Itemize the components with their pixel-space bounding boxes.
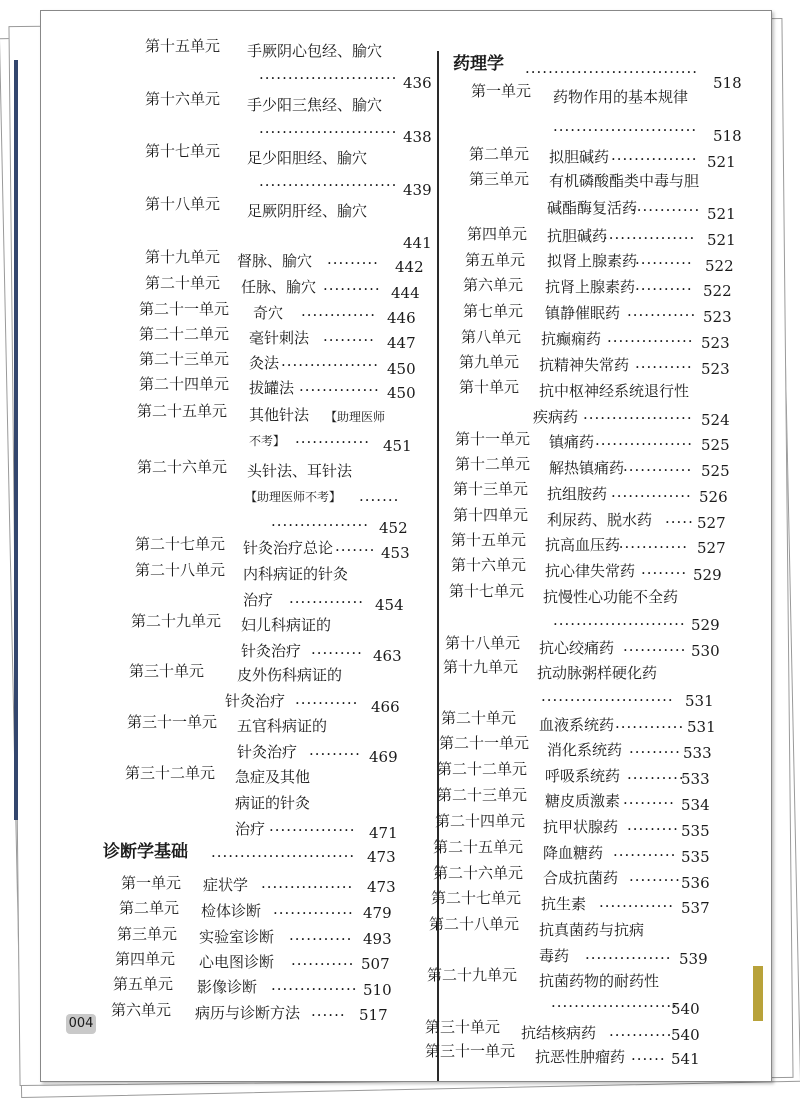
page-ref: 523: [701, 360, 730, 378]
entry-title-cont: 针灸治疗: [241, 642, 302, 660]
leader-dots: ·················: [281, 356, 380, 374]
entry-title: 抗甲状腺药: [543, 818, 619, 836]
page-ref: 541: [671, 1050, 700, 1068]
page-ref: 535: [681, 822, 710, 840]
leader-dots: ························: [259, 69, 398, 87]
entry-title: 药物作用的基本规律: [553, 88, 689, 106]
unit-label: 第二单元: [119, 899, 180, 917]
unit-label: 第十七单元: [145, 142, 221, 160]
unit-label: 第四单元: [467, 225, 528, 243]
leader-dots: ············: [631, 201, 701, 219]
unit-label: 第一单元: [121, 874, 182, 892]
page-ref: 438: [403, 128, 432, 146]
page-ref: 521: [707, 231, 736, 249]
page-ref: 540: [671, 1000, 700, 1018]
page-ref: 473: [367, 878, 396, 896]
page-ref: 493: [363, 930, 392, 948]
unit-label: 第三十一单元: [127, 713, 218, 731]
page-ref: 537: [681, 899, 710, 917]
toc-page: [40, 10, 772, 1082]
page-ref: 446: [387, 309, 416, 327]
leader-dots: ········: [641, 564, 688, 582]
entry-title-cont: 治疗: [235, 820, 266, 838]
section-title: 诊断学基础: [103, 842, 188, 862]
unit-label: 第十四单元: [453, 506, 529, 524]
page-ref: 452: [379, 519, 408, 537]
entry-title: 急症及其他: [235, 768, 311, 786]
page-ref: 525: [701, 436, 730, 454]
entry-title: 内科病证的针灸: [243, 565, 349, 583]
entry-title: 心电图诊断: [199, 953, 275, 971]
entry-title: 头针法、耳针法: [247, 462, 353, 480]
page-ref: 444: [391, 284, 420, 302]
page-ref: 442: [395, 258, 424, 276]
unit-label: 第十七单元: [449, 582, 525, 600]
unit-label: 第二十四单元: [435, 812, 526, 830]
leader-dots: ···················: [583, 409, 693, 427]
page-ref: 479: [363, 904, 392, 922]
unit-label: 第二十八单元: [429, 915, 520, 933]
page-ref: 531: [685, 692, 714, 710]
unit-label: 第二十三单元: [437, 786, 528, 804]
unit-label: 第十八单元: [145, 195, 221, 213]
leader-dots: ···········: [609, 1026, 673, 1044]
entry-title-cont: 治疗: [243, 591, 274, 609]
page-ref: 523: [703, 308, 732, 326]
entry-title: 镇痛药: [549, 433, 595, 451]
entry-title: 针灸治疗总论: [243, 539, 334, 557]
entry-title: 手少阳三焦经、腧穴: [247, 96, 383, 114]
page-ref: 521: [707, 153, 736, 171]
entry-title-cont: 疾病药: [533, 408, 579, 426]
leader-dots: ···············: [585, 949, 672, 967]
entry-title: 足厥阴肝经、腧穴: [247, 202, 368, 220]
leader-dots: ···········: [623, 641, 687, 659]
page-ref: 529: [693, 566, 722, 584]
leader-dots: ··········: [627, 769, 685, 787]
page-ref: 524: [701, 411, 730, 429]
page-ref: 533: [681, 770, 710, 788]
entry-title: 足少阳胆经、腧穴: [247, 149, 368, 167]
leader-dots: ··············: [299, 381, 380, 399]
entry-title: 症状学: [203, 876, 249, 894]
leader-dots: ·········: [629, 743, 681, 761]
leader-dots: ·········: [623, 794, 675, 812]
leader-dots: ··············: [273, 904, 354, 922]
leader-dots: ·················: [595, 435, 694, 453]
page-ref: 441: [403, 234, 432, 252]
entry-title: 有机磷酸酯类中毒与胆: [549, 172, 700, 190]
entry-title: 利尿药、脱水药: [547, 511, 653, 529]
unit-label: 第二十八单元: [135, 561, 226, 579]
entry-title: 其他针法: [249, 406, 310, 424]
leader-dots: ·········: [323, 331, 375, 349]
leader-dots: ·········: [327, 254, 379, 272]
leader-dots: ············: [615, 718, 685, 736]
entry-title: 抗菌药物的耐药性: [539, 972, 660, 990]
leader-dots: ··········: [635, 280, 693, 298]
leader-dots: ·········: [627, 820, 679, 838]
page-ref: 517: [359, 1006, 388, 1024]
unit-label: 第四单元: [115, 950, 176, 968]
leader-dots: ······························: [525, 63, 699, 81]
page-ref: 469: [369, 748, 398, 766]
entry-title: 五官科病证的: [237, 717, 328, 735]
leader-dots: ·······: [359, 491, 399, 509]
leader-dots: ·················: [271, 516, 370, 534]
entry-title-cont: 病证的针灸: [235, 794, 311, 812]
leader-dots: ························: [259, 176, 398, 194]
page-ref: 522: [703, 282, 732, 300]
page-ref: 536: [681, 874, 710, 892]
page-ref: 530: [691, 642, 720, 660]
unit-label: 第五单元: [113, 975, 174, 993]
unit-label: 第二十六单元: [137, 458, 228, 476]
unit-label: 第十五单元: [451, 531, 527, 549]
page-ref: 518: [713, 74, 742, 92]
leader-dots: ·····: [665, 513, 694, 531]
entry-title: 妇儿科病证的: [241, 616, 332, 634]
entry-title: 奇穴: [253, 304, 284, 322]
page-ref: 451: [383, 437, 412, 455]
unit-label: 第二十二单元: [437, 760, 528, 778]
page-ref: 450: [387, 384, 416, 402]
leader-dots: ······················: [551, 997, 678, 1015]
leader-dots: ··············: [611, 487, 692, 505]
unit-label: 第二十单元: [441, 709, 517, 727]
page-number: 004: [66, 1014, 96, 1034]
unit-label: 第十单元: [459, 378, 520, 396]
entry-title: 拔罐法: [249, 379, 295, 397]
unit-label: 第二十二单元: [139, 325, 230, 343]
unit-label: 第二十七单元: [135, 535, 226, 553]
page-ref: 529: [691, 616, 720, 634]
unit-label: 第十六单元: [145, 90, 221, 108]
leader-dots: ························: [259, 123, 398, 141]
leader-dots: ·········: [629, 871, 681, 889]
unit-label: 第六单元: [463, 276, 524, 294]
leader-dots: ···············: [611, 150, 698, 168]
section-title: 药理学: [453, 54, 504, 74]
entry-title: 实验室诊断: [199, 928, 275, 946]
unit-label: 第三十一单元: [425, 1042, 516, 1060]
leader-dots: ·········: [311, 644, 363, 662]
entry-title: 皮外伤科病证的: [237, 666, 343, 684]
unit-label: 第八单元: [461, 328, 522, 346]
entry-title-cont: 毒药: [539, 947, 570, 965]
unit-label: 第十六单元: [451, 556, 527, 574]
book-cover-edge: [14, 60, 18, 820]
entry-note: 【助理医师: [325, 410, 386, 424]
leader-dots: ················: [603, 229, 696, 247]
entry-title: 影像诊断: [197, 978, 258, 996]
entry-title-cont: 不考】: [249, 434, 286, 448]
entry-title: 抗生素: [541, 895, 587, 913]
entry-title: 解热镇痛药: [549, 459, 625, 477]
leader-dots: ·······················: [553, 615, 686, 633]
entry-title: 检体诊断: [201, 902, 262, 920]
leader-dots: ···············: [607, 332, 694, 350]
unit-label: 第十五单元: [145, 37, 221, 55]
leader-dots: ··········: [635, 358, 693, 376]
unit-label: 第七单元: [463, 302, 524, 320]
entry-title: 糖皮质激素: [545, 792, 621, 810]
leader-dots: ·········: [309, 745, 361, 763]
unit-label: 第二十一单元: [439, 734, 530, 752]
page-ref: 454: [375, 596, 404, 614]
page-ref: 540: [671, 1026, 700, 1044]
page-ref: 510: [363, 981, 392, 999]
leader-dots: ······: [631, 1050, 666, 1068]
entry-title: 抗真菌药与抗病: [539, 921, 645, 939]
unit-label: 第二十一单元: [139, 300, 230, 318]
leader-dots: ···············: [269, 821, 356, 839]
entry-title: 拟胆碱药: [549, 148, 610, 166]
page-ref: 534: [681, 796, 710, 814]
leader-dots: ··········: [323, 280, 381, 298]
unit-label: 第二十三单元: [139, 350, 230, 368]
unit-label: 第一单元: [471, 82, 532, 100]
page-ref: 453: [381, 544, 410, 562]
leader-dots: ·························: [211, 847, 356, 865]
entry-title: 抗恶性肿瘤药: [535, 1048, 626, 1066]
unit-label: 第十三单元: [453, 480, 529, 498]
page-ref: 523: [701, 334, 730, 352]
unit-label: 第十八单元: [445, 634, 521, 652]
entry-title-cont: 针灸治疗: [225, 692, 286, 710]
leader-dots: ······: [311, 1006, 346, 1024]
leader-dots: ················: [261, 878, 354, 896]
entry-note: 【助理医师不考】: [245, 490, 342, 504]
unit-label: 第六单元: [111, 1001, 172, 1019]
entry-title: 抗精神失常药: [539, 356, 630, 374]
unit-label: 第九单元: [459, 353, 520, 371]
page-ref: 439: [403, 181, 432, 199]
page-ref: 539: [679, 950, 708, 968]
page-ref: 527: [697, 514, 726, 532]
entry-title-cont: 针灸治疗: [237, 743, 298, 761]
page-ref: 507: [361, 955, 390, 973]
page-ref: 522: [705, 257, 734, 275]
entry-title: 抗肾上腺素药: [545, 278, 636, 296]
page-ref: 526: [699, 488, 728, 506]
leader-dots: ·············: [613, 538, 688, 556]
entry-title: 血液系统药: [539, 716, 615, 734]
leader-dots: ···········: [291, 955, 355, 973]
page-ref: 466: [371, 698, 400, 716]
entry-title: 病历与诊断方法: [195, 1004, 301, 1022]
page-ref: 527: [697, 539, 726, 557]
unit-label: 第二十九单元: [427, 966, 518, 984]
leader-dots: ···········: [289, 930, 353, 948]
entry-title: 抗组胺药: [547, 485, 608, 503]
leader-dots: ············: [627, 306, 697, 324]
page-tab-marker: [753, 966, 763, 1021]
entry-title: 抗结核病药: [521, 1024, 597, 1042]
page-ref: 473: [367, 848, 396, 866]
leader-dots: ·······················: [541, 691, 674, 709]
page-ref: 531: [687, 718, 716, 736]
unit-label: 第十二单元: [455, 455, 531, 473]
entry-title: 抗胆碱药: [547, 227, 608, 245]
entry-title: 抗动脉粥样硬化药: [537, 664, 658, 682]
entry-title-cont: 碱酯酶复活药: [547, 199, 638, 217]
entry-title: 督脉、腧穴: [237, 252, 313, 270]
entry-title: 抗中枢神经系统退行性: [539, 382, 690, 400]
unit-label: 第二十六单元: [433, 864, 524, 882]
unit-label: 第二十五单元: [433, 838, 524, 856]
leader-dots: ·························: [553, 121, 698, 139]
entry-title: 降血糖药: [543, 844, 604, 862]
page-ref: 463: [373, 647, 402, 665]
entry-title: 抗心律失常药: [545, 562, 636, 580]
page-ref: 535: [681, 848, 710, 866]
unit-label: 第十一单元: [455, 430, 531, 448]
unit-label: 第十九单元: [443, 658, 519, 676]
page-ref: 533: [683, 744, 712, 762]
leader-dots: ···············: [271, 980, 358, 998]
unit-label: 第五单元: [465, 251, 526, 269]
leader-dots: ···········: [295, 694, 359, 712]
leader-dots: ··········: [635, 254, 693, 272]
entry-title: 消化系统药: [547, 741, 623, 759]
leader-dots: ···········: [613, 846, 677, 864]
page-ref: 525: [701, 462, 730, 480]
leader-dots: ·············: [301, 306, 376, 324]
leader-dots: ·······: [335, 541, 376, 559]
unit-label: 第三十二单元: [125, 764, 216, 782]
entry-title: 毫针刺法: [249, 329, 310, 347]
entry-title: 抗心绞痛药: [539, 639, 615, 657]
unit-label: 第二十四单元: [139, 375, 230, 393]
page-ref: 518: [713, 127, 742, 145]
leader-dots: ·············: [295, 433, 370, 451]
entry-title: 任脉、腧穴: [241, 278, 317, 296]
page-ref: 521: [707, 205, 736, 223]
leader-dots: ·············: [289, 593, 364, 611]
page-ref: 471: [369, 824, 398, 842]
entry-title: 镇静催眠药: [545, 304, 621, 322]
leader-dots: ·············: [599, 897, 674, 915]
page-ref: 447: [387, 334, 416, 352]
unit-label: 第二十五单元: [137, 402, 228, 420]
entry-title: 抗慢性心功能不全药: [543, 588, 679, 606]
unit-label: 第二十单元: [145, 274, 221, 292]
entry-title: 抗癫痫药: [541, 330, 602, 348]
leader-dots: ············: [623, 461, 693, 479]
entry-title: 抗高血压药: [545, 536, 621, 554]
entry-title: 呼吸系统药: [545, 767, 621, 785]
entry-title: 合成抗菌药: [543, 869, 619, 887]
entry-title: 手厥阴心包经、腧穴: [247, 42, 383, 60]
unit-label: 第三十单元: [425, 1018, 501, 1036]
entry-title: 灸法: [249, 354, 280, 372]
page-ref: 450: [387, 360, 416, 378]
unit-label: 第二单元: [469, 145, 530, 163]
unit-label: 第三单元: [469, 170, 530, 188]
unit-label: 第三单元: [117, 925, 178, 943]
unit-label: 第二十九单元: [131, 612, 222, 630]
unit-label: 第三十单元: [129, 662, 205, 680]
page-ref: 436: [403, 74, 432, 92]
unit-label: 第二十七单元: [431, 889, 522, 907]
unit-label: 第十九单元: [145, 248, 221, 266]
entry-title: 拟肾上腺素药: [547, 252, 638, 270]
